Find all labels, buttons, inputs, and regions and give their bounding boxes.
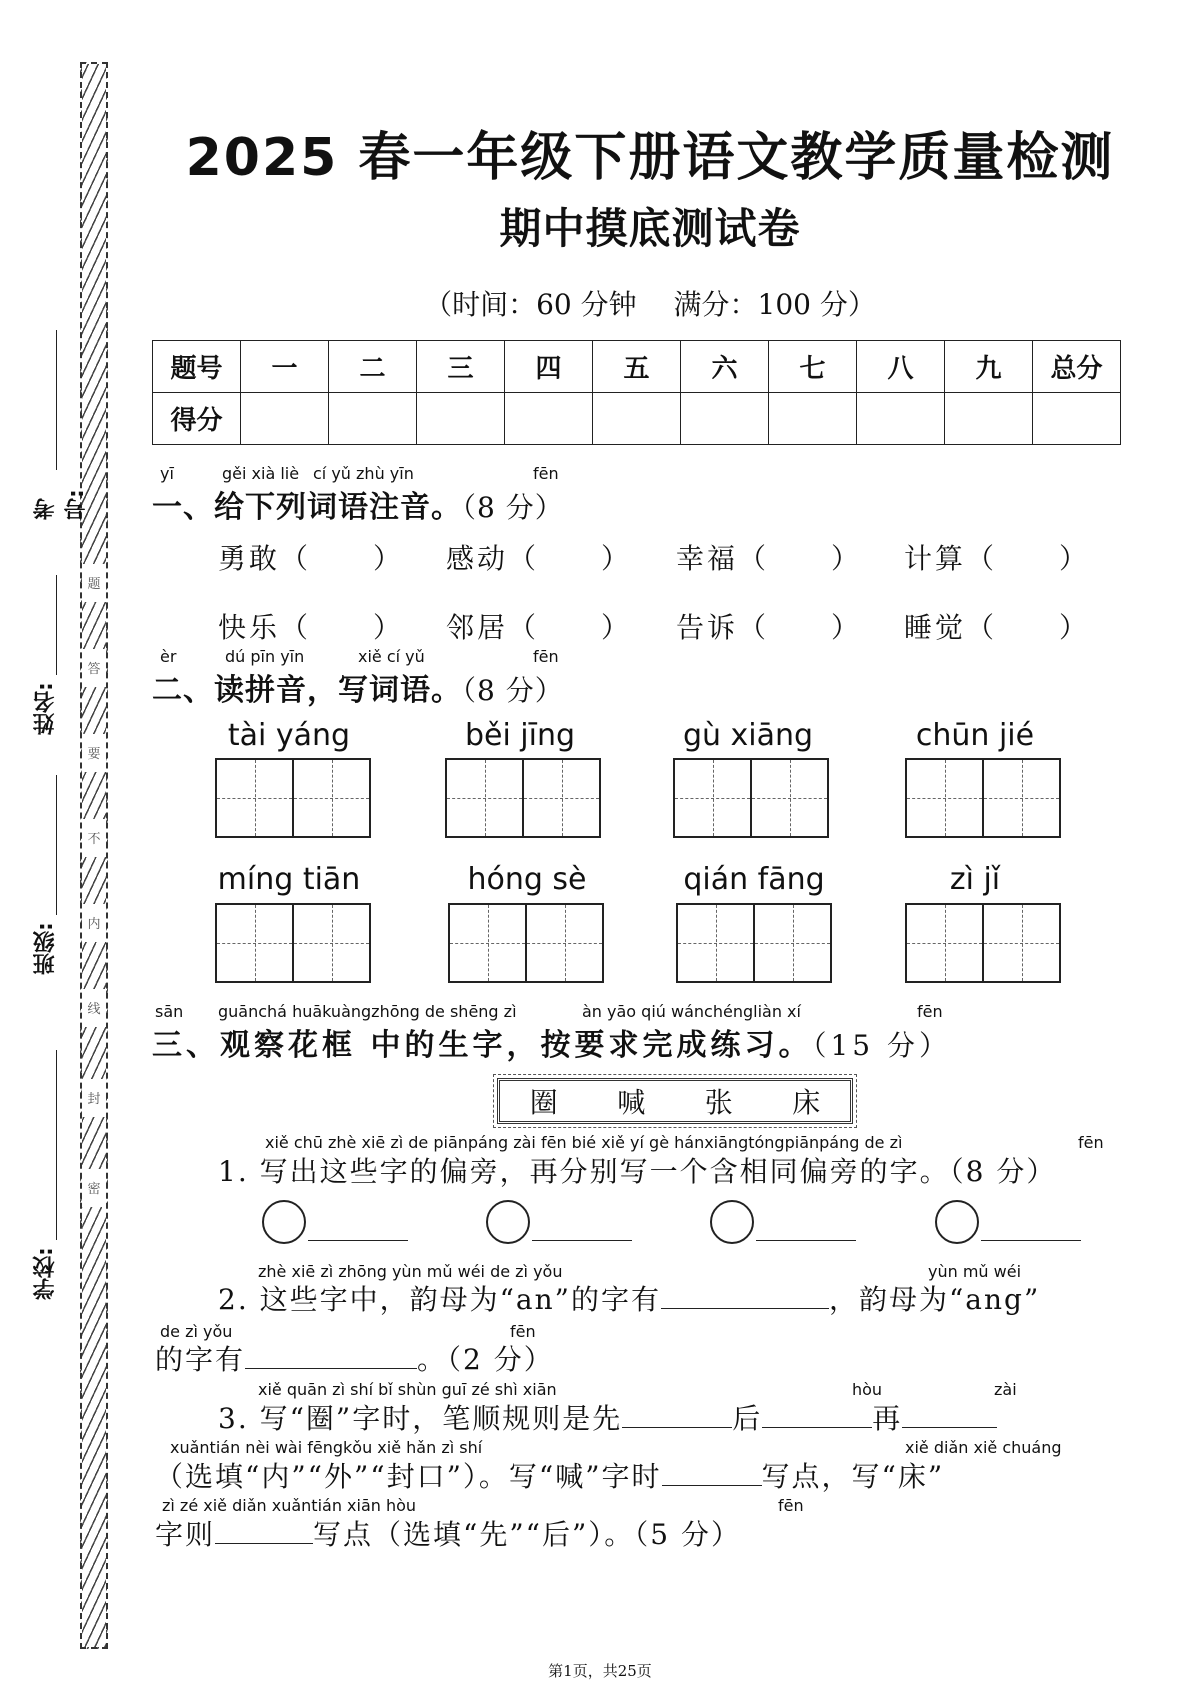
score-cell[interactable] (329, 393, 417, 445)
question-3-text-a2: 后 (732, 1402, 763, 1435)
pinyin-label: hóng sè (467, 862, 587, 897)
section2-heading (152, 665, 564, 709)
pinyin-annotation: fēn (917, 1002, 943, 1021)
pinyin-label: míng tiān (217, 862, 361, 897)
question-3-cont2 (155, 1513, 741, 1553)
answer-blank[interactable] (245, 1367, 417, 1369)
writing-grid[interactable] (215, 758, 371, 838)
frame-char: 床 (792, 1086, 821, 1119)
exam-no-field[interactable] (30, 330, 89, 520)
score-cell[interactable] (593, 393, 681, 445)
table-cell: 一 (241, 341, 329, 393)
question-3-text-b1: （选填“内”“外”“封口”）。写“喊”字时 (155, 1460, 662, 1493)
table-cell: 八 (857, 341, 945, 393)
section3-heading (152, 1020, 951, 1064)
school-field[interactable] (30, 1050, 70, 1300)
frame-char: 喊 (617, 1086, 646, 1119)
page-footer: 第1页，共25页 (548, 1662, 652, 1680)
score-cell[interactable] (769, 393, 857, 445)
character-frame (497, 1078, 853, 1124)
question-3-text-b2: 写点，写“床” (761, 1460, 945, 1493)
score-cell[interactable] (417, 393, 505, 445)
word-item[interactable]: 快乐（ ） (218, 611, 405, 644)
pinyin-annotation: fēn (533, 647, 559, 666)
question-3-text-c2: 写点（选填“先”“后”）。（5 分） (313, 1518, 741, 1551)
table-cell: 二 (329, 341, 417, 393)
strip-char: 线 (87, 1002, 101, 1017)
name-field[interactable] (30, 575, 70, 735)
pinyin-annotation: xiě diǎn xiě chuáng (905, 1438, 1062, 1457)
exam-no-label: 考号: (33, 489, 89, 520)
pinyin-label: chūn jié (915, 718, 1035, 753)
question-3-text-a3: 再 (872, 1402, 903, 1435)
question-2 (218, 1278, 1040, 1318)
pinyin-annotation: xiě cí yǔ (358, 647, 425, 666)
score-cell[interactable] (681, 393, 769, 445)
table-cell: 三 (417, 341, 505, 393)
question-1 (218, 1150, 1056, 1190)
question-2-text-d: 。（2 分） (417, 1343, 554, 1376)
frame-char: 圈 (529, 1086, 558, 1119)
class-field[interactable] (30, 775, 70, 975)
strip-char: 不 (87, 832, 101, 847)
section1-score: （8 分） (462, 491, 564, 524)
pinyin-label: qián fāng (683, 862, 825, 897)
word-item[interactable]: 告诉（ ） (676, 611, 863, 644)
table-row (153, 341, 1121, 393)
question-1-text: 1. 写出这些字的偏旁，再分别写一个含相同偏旁的字。 (218, 1155, 950, 1188)
page-subtitle: 期中摸底测试卷 (499, 204, 801, 253)
pinyin-annotation: yùn mǔ wéi (928, 1262, 1022, 1281)
pinyin-label: gù xiāng (682, 718, 814, 753)
strip-char: 答 (87, 662, 101, 677)
pinyin-annotation: àn yāo qiú wánchéngliàn xí (582, 1002, 801, 1021)
pinyin-annotation: fēn (533, 464, 559, 483)
pinyin-annotation: fēn (1078, 1133, 1104, 1152)
table-cell: 五 (593, 341, 681, 393)
pinyin-annotation: hòu (852, 1380, 883, 1399)
school-label: 学校: (33, 1247, 58, 1300)
table-cell: 得分 (153, 393, 241, 445)
section2-title: 二、读拼音，写词语。 (152, 673, 462, 708)
writing-grid[interactable] (445, 758, 601, 838)
writing-grid[interactable] (673, 758, 829, 838)
question-2-text-c: 的字有 (155, 1343, 246, 1376)
question-2-text-b: ，韵母为“ang” (828, 1283, 1041, 1316)
strip-char: 密 (87, 1182, 101, 1197)
question-3-text-a1: 3. 写“圈”字时，笔顺规则是先 (218, 1402, 623, 1435)
pinyin-annotation: de zì yǒu (160, 1322, 233, 1341)
word-item[interactable]: 睡觉（ ） (904, 611, 1091, 644)
answer-blank[interactable] (661, 1307, 829, 1309)
strip-char: 内 (87, 917, 101, 932)
pinyin-annotation: zài (994, 1380, 1017, 1399)
word-item[interactable]: 邻居（ ） (446, 611, 633, 644)
question-3 (218, 1397, 997, 1437)
question-3-text-c1: 字则 (155, 1518, 216, 1551)
answer-blank[interactable] (902, 1426, 997, 1428)
pinyin-annotation: zì zé xiě diǎn xuǎntián xiān hòu (162, 1496, 417, 1515)
writing-grid[interactable] (905, 758, 1061, 838)
table-cell: 题号 (153, 341, 241, 393)
answer-blank[interactable] (622, 1426, 732, 1428)
time-info: （时间：60 分钟 满分：100 分） (424, 288, 876, 321)
answer-blank[interactable] (762, 1426, 872, 1428)
score-table (152, 340, 1121, 445)
table-cell: 七 (769, 341, 857, 393)
pinyin-label: zì jǐ (949, 862, 1001, 897)
pinyin-label: běi jīng (464, 718, 576, 753)
score-cell[interactable] (945, 393, 1033, 445)
word-item[interactable]: 计算（ ） (904, 542, 1091, 575)
writing-grid[interactable] (905, 903, 1061, 983)
question-1-score: （8 分） (949, 1155, 1057, 1188)
score-cell[interactable] (857, 393, 945, 445)
pinyin-annotation: guānchá huākuàngzhōng de shēng zì (218, 1002, 517, 1021)
pinyin-annotation: yī (160, 464, 174, 483)
answer-blank[interactable] (662, 1484, 762, 1486)
pinyin-annotation: fēn (510, 1322, 536, 1341)
table-cell: 四 (505, 341, 593, 393)
word-item[interactable]: 勇敢（ ） (218, 542, 405, 575)
strip-char: 要 (87, 747, 101, 762)
writing-grid[interactable] (676, 903, 832, 983)
word-item[interactable]: 感动（ ） (446, 542, 633, 575)
page-title: 2025 春一年级下册语文教学质量检测 (185, 128, 1115, 188)
word-item[interactable]: 幸福（ ） (676, 542, 863, 575)
frame-char: 张 (704, 1086, 733, 1119)
strip-char: 封 (87, 1092, 101, 1107)
pinyin-annotation: sān (155, 1002, 184, 1021)
question-2-cont (155, 1338, 554, 1378)
section3-title: 三、观察花框 中的生字，按要求完成练习。 (152, 1028, 813, 1063)
pinyin-annotation: èr (160, 647, 177, 666)
name-label: 姓名: (33, 682, 58, 735)
pinyin-annotation: gěi xià liè (222, 464, 300, 483)
table-row (153, 393, 1121, 445)
score-cell[interactable] (1033, 393, 1121, 445)
score-cell[interactable] (241, 393, 329, 445)
section1-title: 一、给下列词语注音。 (152, 490, 462, 525)
class-label: 班级: (33, 922, 58, 975)
section1-heading (152, 482, 564, 526)
strip-char: 题 (87, 577, 101, 592)
pinyin-annotation: cí yǔ zhù yīn (313, 464, 414, 483)
pinyin-annotation: xiě chū zhè xiē zì de piānpáng zài fēn bié xiě yí gè hánxiāngtóngpiānpáng de zì (265, 1133, 903, 1152)
score-cell[interactable] (505, 393, 593, 445)
answer-blank[interactable] (215, 1542, 313, 1544)
writing-grid[interactable] (448, 903, 604, 983)
pinyin-annotation: xuǎntián nèi wài fēngkǒu xiě hǎn zì shí (170, 1438, 483, 1457)
section2-score: （8 分） (462, 674, 564, 707)
pinyin-annotation: fēn (778, 1496, 804, 1515)
writing-grid[interactable] (215, 903, 371, 983)
table-cell: 六 (681, 341, 769, 393)
table-cell: 九 (945, 341, 1033, 393)
pinyin-annotation: zhè xiē zì zhōng yùn mǔ wéi de zì yǒu (258, 1262, 563, 1281)
binding-strip (80, 62, 108, 1649)
section3-score: （15 分） (812, 1029, 951, 1062)
pinyin-annotation: xiě quān zì shí bǐ shùn guī zé shì xiān (258, 1380, 557, 1399)
pinyin-annotation: dú pīn yīn (225, 647, 305, 666)
pinyin-label: tài yáng (227, 718, 351, 753)
table-cell: 总分 (1033, 341, 1121, 393)
question-2-text-a: 2. 这些字中，韵母为“an”的字有 (218, 1283, 661, 1316)
question-3-cont (155, 1455, 944, 1495)
